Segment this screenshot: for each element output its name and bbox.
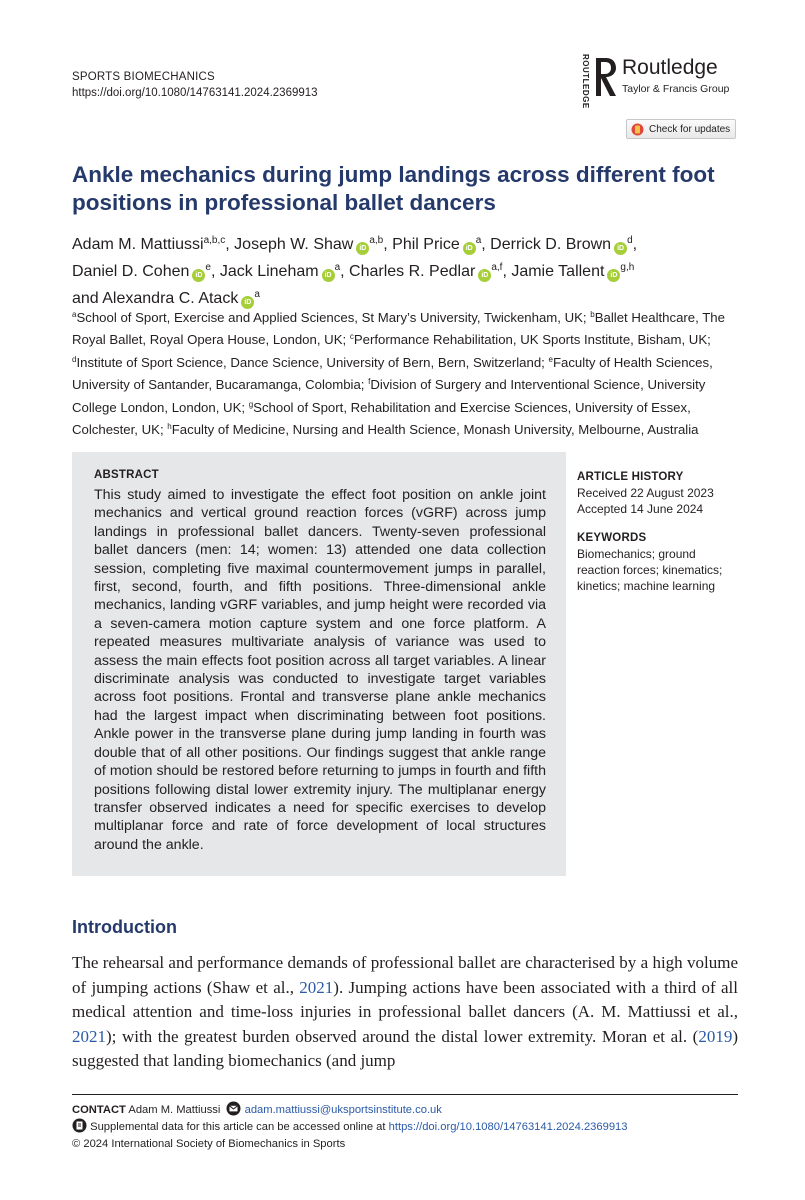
orcid-icon[interactable]: iD	[241, 296, 254, 309]
keywords-text: Biomechanics; ground reaction forces; kinematics; kinetics; machine learning	[577, 547, 723, 593]
logo-vertical-text: ROUTLEDGE	[581, 54, 590, 109]
article-history-heading: ARTICLE HISTORY	[577, 471, 684, 483]
author-affiliation-marker: a,f	[491, 262, 503, 273]
citation-link[interactable]: 2021	[299, 977, 334, 997]
citation-link[interactable]: 2021	[72, 1026, 106, 1046]
contact-email-link[interactable]: adam.mattiussi@uksportsinstitute.co.uk	[244, 1104, 442, 1116]
footer-rule	[72, 1094, 738, 1095]
author-affiliation-marker: e	[205, 262, 211, 273]
affiliation-text: Division of Surgery and Interventional Science, University College London, London, UK;	[72, 377, 706, 415]
author-name: Joseph W. Shaw	[234, 236, 354, 253]
author-affiliation-marker: a,b,c	[203, 235, 226, 246]
contact-label: CONTACT	[72, 1104, 126, 1116]
abstract-text: This study aimed to investigate the effect foot position on ankle joint mechanics and vertical ground reaction forces (vGRF) across jump landings in professional ballet dancers. Twenty-seven professional ballet dancers (men: 14; women: 13) attended one data collection session, completing five maximal countermovement jumps in parallel, first, second, fourth, and fifth positions. Three-dimensional ankle mechanics, landing vGRF variables, and jump height were recorded via a seven-camera motion capture system and one force platform. A repeated measures multivariate analysis of variance was used to assess the main effects foot position across all target variables. A linear discriminate analysis was conducted to investigate target variables across foot positions. Frontal and transverse plane ankle mechanics had the largest impact when discriminating between foot positions. Ankle power in the transverse plane during jump landing in fourth was double that of all other positions. Our findings suggest that ankle range of motion should be restored before returning to jumps in fourth and fifth positions following distal lower extremity injury. The multiplanar energy transfer observed indicates a need for specific exercises to develop multiplanar force and rate of force development of local structures around the ankle.	[94, 487, 546, 853]
check-for-updates-label: Check for updates	[649, 123, 731, 135]
keywords	[577, 530, 737, 594]
received-date: Received 22 August 2023	[577, 486, 714, 500]
publisher-logo[interactable]	[578, 54, 748, 109]
author-list: Adam M. Mattiussi$^{a,b,c}$, Joseph W. Shaw iD$^{a,b}$, Phil Price $iD^a$, Derrick D. Brown $iD^d$, Daniel D. Cohen $iD^e$, Jack Lineham $iD^a$, Charles R. Pedlar iD$^{a,f}$, Jamie Tallent iD$^{g,h}$ and Alexandra C. Atack $iD^a$	[72, 235, 638, 307]
author-name: Adam M. Mattiussi	[72, 236, 204, 253]
introduction-heading: Introduction	[72, 917, 177, 937]
citation-link[interactable]: 2019	[698, 1026, 733, 1046]
crossmark-icon	[631, 123, 644, 136]
author-affiliation-marker: a	[475, 235, 482, 246]
copyright: © 2024 International Society of Biomechanics in Sports	[72, 1138, 346, 1150]
author-name: Phil Price	[392, 236, 460, 253]
affiliation-marker: a	[72, 310, 77, 319]
keywords-heading: KEYWORDS	[577, 532, 647, 544]
affiliation-text: Faculty of Medicine, Nursing and Health Science, Monash University, Melbourne, Australia	[171, 422, 699, 438]
orcid-icon[interactable]: iD	[322, 269, 335, 282]
orcid-icon[interactable]: iD	[356, 242, 369, 255]
check-for-updates-button[interactable]	[626, 119, 736, 139]
author-name: Daniel D. Cohen	[72, 263, 190, 280]
article-doi[interactable]: https://doi.org/10.1080/14763141.2024.2369913	[72, 87, 318, 99]
orcid-icon[interactable]: iD	[463, 242, 476, 255]
supplemental-line	[72, 1118, 752, 1134]
logo-brand: Routledge	[622, 56, 718, 79]
routledge-r-icon	[592, 56, 618, 98]
author-affiliation-marker: a	[334, 262, 341, 273]
journal-name: SPORTS BIOMECHANICS	[72, 71, 215, 83]
email-icon	[226, 1101, 241, 1116]
article-history	[577, 469, 752, 517]
affiliation-marker: d	[72, 354, 77, 364]
affiliation-marker: h	[167, 422, 172, 432]
author-affiliation-marker: a,b	[369, 235, 384, 246]
affiliation-marker: g	[248, 399, 254, 409]
author-affiliation-marker: g,h	[620, 262, 635, 273]
author-affiliation-marker: d	[627, 235, 633, 246]
author-affiliation-marker: a	[254, 289, 260, 300]
author-name: Jack Lineham	[219, 263, 319, 280]
contact-name: Adam M. Mattiussi	[128, 1104, 221, 1116]
contact-line	[72, 1101, 752, 1117]
orcid-icon[interactable]: iD	[607, 269, 620, 282]
introduction-paragraph: The rehearsal and performance demands of professional ballet are characterised by a high volume of jumping actions (Shaw et al., 2021). Jumping actions have been associated with a third of all medical attention and time-loss injuries in professional ballet dancers (A. M. Mattiussi et al., 2021); with the greatest burden observed around the distal lower extremity. Moran et al. (2019) suggested that landing biomechanics (and jump	[72, 953, 738, 1071]
abstract-heading: ABSTRACT	[94, 469, 159, 481]
author-name: Charles R. Pedlar	[349, 263, 476, 280]
affiliation-marker: f	[368, 377, 371, 387]
affiliation-marker: c	[349, 332, 354, 342]
affiliation-text: Performance Rehabilitation, UK Sports Institute, Bisham, UK;	[353, 332, 711, 348]
affiliation-text: School of Sport, Exercise and Applied Sciences, St Mary’s University, Twickenham, UK;	[76, 310, 591, 325]
supplemental-icon	[72, 1118, 87, 1133]
supplemental-text: Supplemental data for this article can be accessed online at	[90, 1121, 389, 1133]
accepted-date: Accepted 14 June 2024	[577, 502, 704, 516]
author-name: and Alexandra C. Atack	[72, 290, 239, 307]
affiliation-text: School of Sport, Rehabilitation and Exercise Sciences, University of Essex, Colchester, UK;	[72, 399, 691, 438]
affiliation-text: Faculty of Health Sciences, University of Santander, Bucaramanga, Colombia;	[72, 354, 713, 393]
orcid-icon[interactable]: iD	[614, 242, 627, 255]
affiliation-marker: b	[590, 310, 595, 319]
orcid-icon[interactable]: iD	[192, 269, 205, 282]
article-title: Ankle mechanics during jump landings across different foot positions in professional ballet dancers	[72, 162, 715, 215]
affiliation-marker: e	[548, 354, 553, 364]
orcid-icon[interactable]: iD	[478, 269, 491, 282]
affiliations	[72, 305, 742, 439]
author-name: Jamie Tallent	[511, 263, 605, 280]
supplemental-link[interactable]: https://doi.org/10.1080/14763141.2024.2369913	[388, 1121, 628, 1133]
affiliation-text: Ballet Healthcare, The Royal Ballet, Royal Opera House, London, UK;	[72, 310, 725, 348]
affiliation-text: Institute of Sport Science, Dance Science, University of Bern, Bern, Switzerland;	[76, 354, 549, 370]
author-name: Derrick D. Brown	[490, 236, 612, 253]
logo-subtitle: Taylor & Francis Group	[622, 83, 730, 95]
